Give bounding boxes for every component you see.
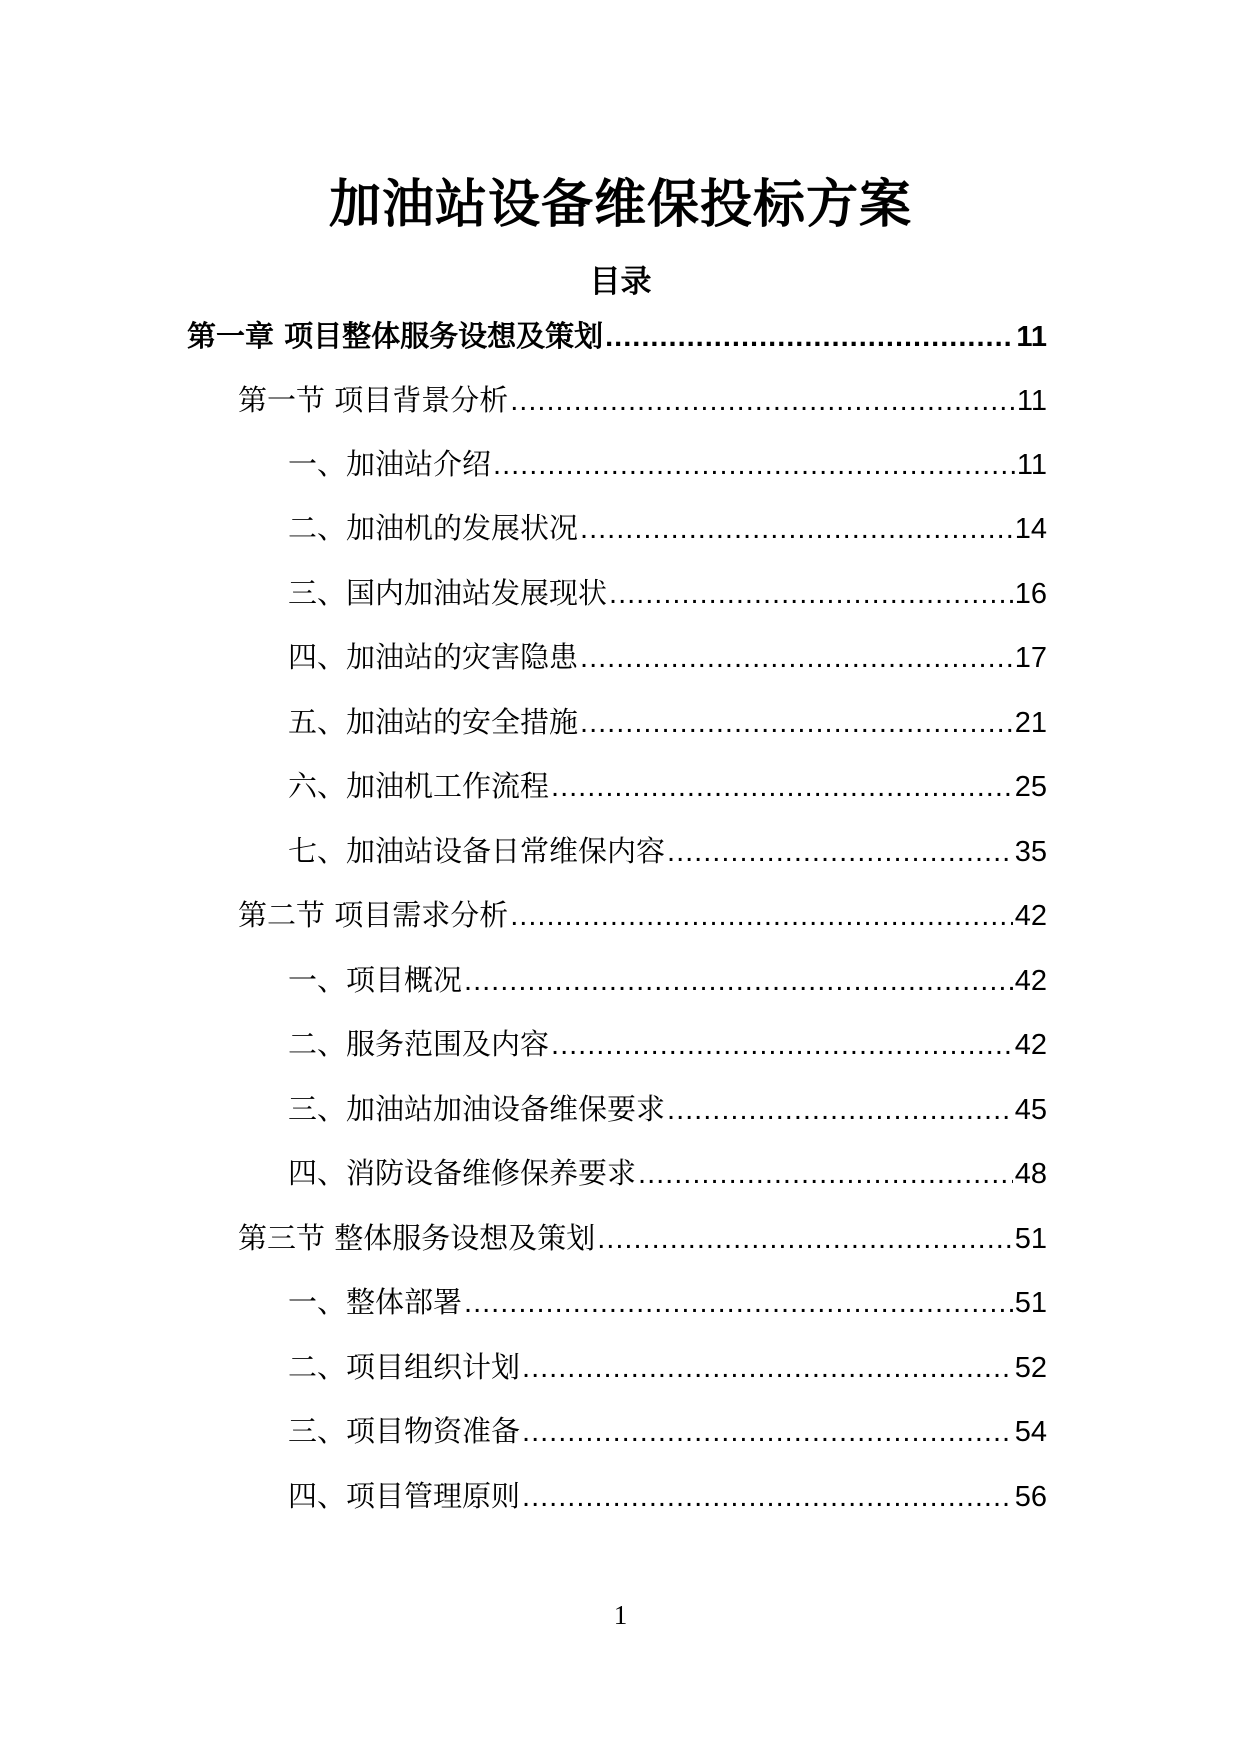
toc-entry-page: 11 [1016, 385, 1047, 417]
toc-entry-label: 四、加油站的灾害隐患 [288, 640, 579, 674]
toc-entry-label: 三、项目物资准备 [288, 1414, 521, 1448]
toc-entry-label: 五、加油站的安全措施 [288, 705, 579, 739]
toc-entry-page: 35 [1014, 836, 1047, 868]
toc-entry-page: 11 [1016, 321, 1047, 353]
toc-entry-item[interactable] [288, 1407, 1047, 1455]
toc-leader-dots [522, 1408, 1013, 1456]
toc-heading: 目录 [589, 264, 652, 300]
toc-entry-item[interactable] [288, 440, 1047, 488]
toc-entry-label: 四、消防设备维修保养要求 [288, 1156, 637, 1190]
toc-entry-page: 56 [1014, 1481, 1047, 1513]
toc-leader-dots [493, 441, 1015, 489]
toc-entry-label: 二、加油机的发展状况 [288, 511, 579, 545]
toc-leader-dots [609, 570, 1013, 618]
toc-leader-dots [580, 699, 1013, 747]
toc-entry-page: 16 [1014, 578, 1047, 610]
page-number: 1 [613, 1600, 628, 1630]
toc-entry-page: 42 [1014, 900, 1047, 932]
toc-entry-page: 42 [1014, 1029, 1047, 1061]
toc-entry-label: 三、国内加油站发展现状 [288, 576, 608, 610]
toc-entry-item[interactable] [288, 504, 1047, 552]
toc-leader-dots [605, 313, 1014, 361]
toc-entry-label: 三、加油站加油设备维保要求 [288, 1092, 666, 1126]
toc-entry-section-2[interactable] [238, 891, 1047, 939]
toc-leader-dots [522, 1473, 1013, 1521]
toc-leader-dots [667, 1086, 1013, 1134]
toc-entry-page: 52 [1014, 1352, 1047, 1384]
toc-entry-page: 11 [1016, 449, 1047, 481]
document-title: 加油站设备维保投标方案 [328, 175, 912, 235]
toc-entry-item[interactable] [288, 1020, 1047, 1068]
toc-entry-item[interactable] [288, 1472, 1047, 1520]
toc-leader-dots [667, 828, 1013, 876]
toc-leader-dots [638, 1150, 1013, 1198]
toc-leader-dots [597, 1215, 1013, 1263]
toc-entry-item[interactable] [288, 1149, 1047, 1197]
toc-entry-page: 51 [1014, 1287, 1047, 1319]
toc-entry-chapter-1[interactable] [187, 312, 1047, 360]
toc-leader-dots [510, 377, 1015, 425]
toc-entry-page: 54 [1014, 1416, 1047, 1448]
toc-leader-dots [464, 1279, 1013, 1327]
toc-entry-item[interactable] [288, 569, 1047, 617]
toc-entry-label: 第三节 整体服务设想及策划 [238, 1221, 596, 1255]
toc-entry-item[interactable] [288, 956, 1047, 1004]
toc-leader-dots [510, 892, 1013, 940]
toc-leader-dots [551, 1021, 1013, 1069]
toc-entry-label: 二、服务范围及内容 [288, 1027, 550, 1061]
toc-entry-item[interactable] [288, 1278, 1047, 1326]
toc-entry-page: 14 [1014, 513, 1047, 545]
toc-entry-section-1[interactable] [238, 376, 1047, 424]
toc-entry-label: 一、加油站介绍 [288, 447, 492, 481]
toc-entry-label: 第一节 项目背景分析 [238, 383, 509, 417]
toc-leader-dots [580, 505, 1013, 553]
toc-entry-item[interactable] [288, 698, 1047, 746]
toc-entry-label: 四、项目管理原则 [288, 1479, 521, 1513]
toc-entry-label: 六、加油机工作流程 [288, 769, 550, 803]
toc-leader-dots [464, 957, 1013, 1005]
toc-entry-label: 第二节 项目需求分析 [238, 898, 509, 932]
toc-entry-label: 二、项目组织计划 [288, 1350, 521, 1384]
toc-entry-item[interactable] [288, 762, 1047, 810]
toc-entry-page: 17 [1014, 642, 1047, 674]
toc-leader-dots [551, 763, 1013, 811]
toc-entry-item[interactable] [288, 1085, 1047, 1133]
toc-leader-dots [580, 634, 1013, 682]
toc-leader-dots [522, 1344, 1013, 1392]
toc-entry-page: 51 [1014, 1223, 1047, 1255]
toc-entry-page: 45 [1014, 1094, 1047, 1126]
toc-entry-page: 25 [1014, 771, 1047, 803]
toc-entry-label: 一、整体部署 [288, 1285, 463, 1319]
toc-entry-section-3[interactable] [238, 1214, 1047, 1262]
toc-entry-item[interactable] [288, 633, 1047, 681]
toc-entry-label: 一、项目概况 [288, 963, 463, 997]
toc-entry-page: 21 [1014, 707, 1047, 739]
toc-entry-item[interactable] [288, 827, 1047, 875]
toc-entry-page: 42 [1014, 965, 1047, 997]
toc-entry-label: 第一章 项目整体服务设想及策划 [187, 319, 604, 353]
toc-entry-page: 48 [1014, 1158, 1047, 1190]
toc-entry-item[interactable] [288, 1343, 1047, 1391]
toc-entry-label: 七、加油站设备日常维保内容 [288, 834, 666, 868]
